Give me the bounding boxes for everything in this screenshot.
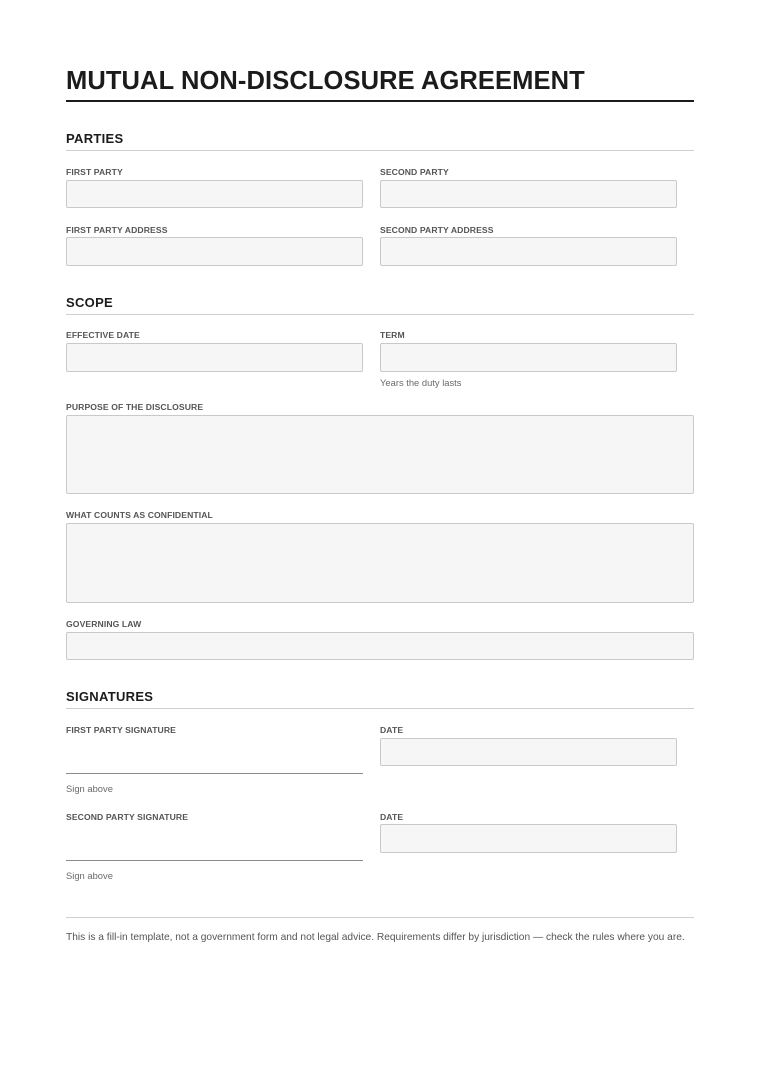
second-party-address-label: SECOND PARTY ADDRESS — [380, 225, 494, 235]
section-heading-scope: SCOPE — [66, 295, 694, 315]
first-party-label: FIRST PARTY — [66, 167, 123, 177]
second-date-label: DATE — [380, 812, 404, 822]
governing-law-input[interactable] — [66, 632, 694, 660]
footer-divider — [66, 917, 694, 918]
first-party-signature-line[interactable] — [66, 773, 363, 774]
second-party-label: SECOND PARTY — [380, 167, 449, 177]
second-party-signature-line[interactable] — [66, 860, 363, 861]
second-party-input[interactable] — [380, 180, 677, 208]
governing-law-label: GOVERNING LAW — [66, 619, 142, 629]
effective-date-label: EFFECTIVE DATE — [66, 330, 140, 340]
first-date-input[interactable] — [380, 738, 677, 766]
second-party-signature-hint: Sign above — [66, 870, 113, 881]
second-party-signature-label: SECOND PARTY SIGNATURE — [66, 812, 189, 822]
purpose-textarea[interactable] — [66, 415, 694, 494]
term-label: TERM — [380, 330, 405, 340]
second-date-input[interactable] — [380, 824, 677, 853]
effective-date-input[interactable] — [66, 343, 363, 372]
term-input[interactable] — [380, 343, 677, 372]
section-heading-parties: PARTIES — [66, 131, 694, 151]
first-party-signature-hint: Sign above — [66, 783, 113, 794]
footer-disclaimer: This is a fill-in template, not a government form and not legal advice. Requirements differ by jurisdiction — check the rules where you are. — [66, 932, 685, 943]
first-party-address-input[interactable] — [66, 237, 363, 266]
first-party-address-label: FIRST PARTY ADDRESS — [66, 225, 168, 235]
second-party-address-input[interactable] — [380, 237, 677, 266]
first-date-label: DATE — [380, 725, 404, 735]
first-party-signature-label: FIRST PARTY SIGNATURE — [66, 725, 177, 735]
confidential-textarea[interactable] — [66, 523, 694, 603]
term-hint: Years the duty lasts — [380, 377, 462, 388]
confidential-label: WHAT COUNTS AS CONFIDENTIAL — [66, 510, 213, 520]
document-title: MUTUAL NON-DISCLOSURE AGREEMENT — [66, 66, 694, 102]
purpose-label: PURPOSE OF THE DISCLOSURE — [66, 402, 204, 412]
first-party-input[interactable] — [66, 180, 363, 208]
section-heading-signatures: SIGNATURES — [66, 689, 694, 709]
